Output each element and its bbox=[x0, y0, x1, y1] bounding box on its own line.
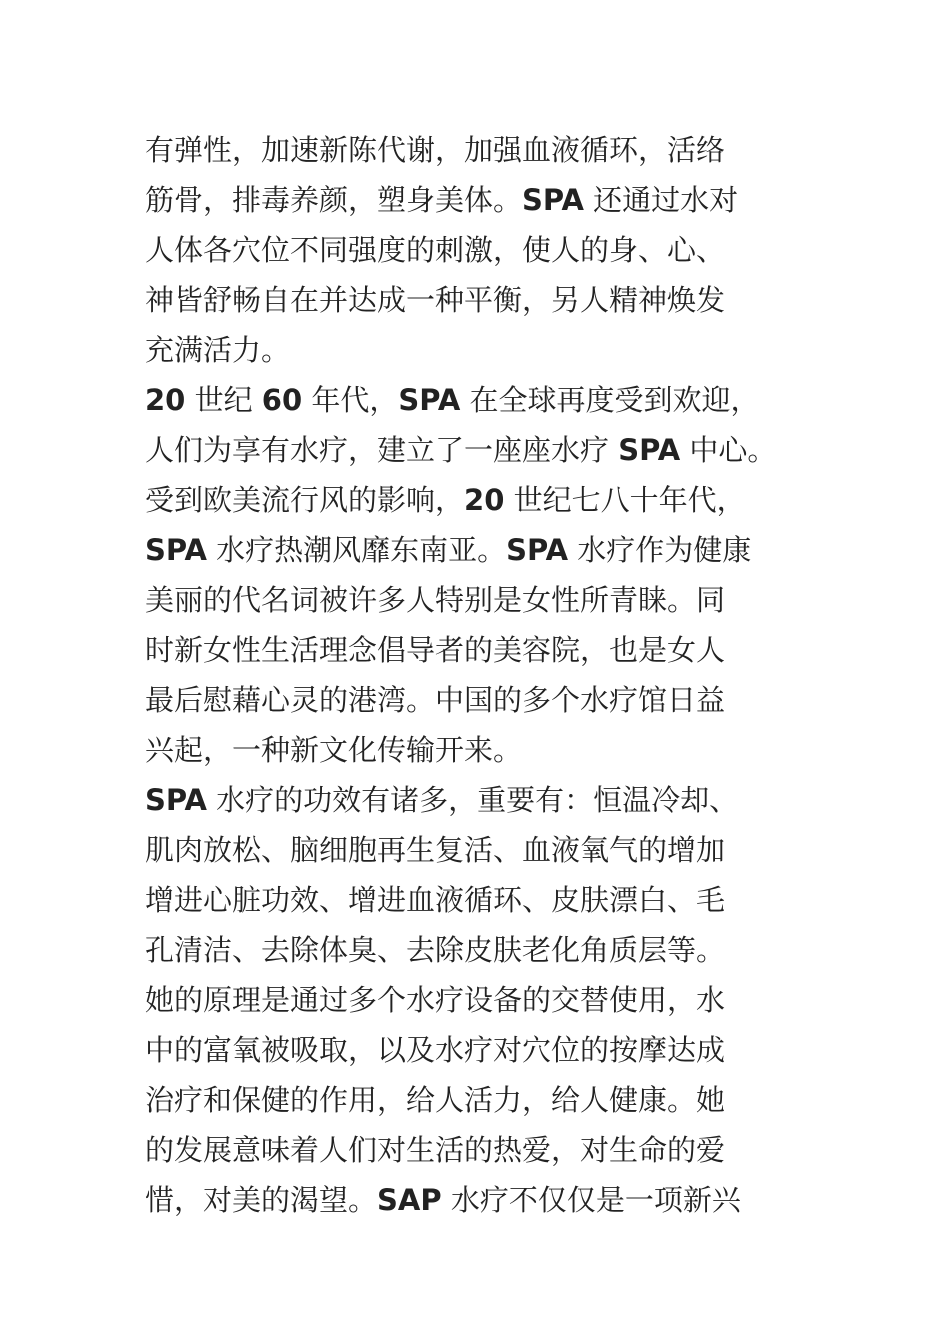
text-segment: 还通过水对 bbox=[583, 183, 739, 217]
text-segment: 治疗和保健的作用，给人活力，给人健康。她 bbox=[145, 1083, 726, 1117]
document-body-text bbox=[145, 125, 845, 1225]
text-segment: 水疗的功效有诸多，重要有：恒温冷却、 bbox=[206, 783, 739, 817]
text-line bbox=[145, 1025, 845, 1075]
text-line bbox=[145, 1125, 845, 1175]
bold-text-segment: SPA bbox=[145, 533, 207, 567]
text-line bbox=[145, 175, 845, 225]
text-segment: 最后慰藉心灵的港湾。中国的多个水疗馆日益 bbox=[145, 683, 726, 717]
text-line bbox=[145, 875, 845, 925]
bold-text-segment: 20 bbox=[145, 383, 186, 417]
text-segment: 兴起，一种新文化传输开来。 bbox=[145, 733, 523, 767]
text-segment: 惜，对美的渴望。 bbox=[145, 1183, 378, 1217]
text-segment: 人体各穴位不同强度的刺激，使人的身、心、 bbox=[145, 233, 726, 267]
text-segment: 增进心脏功效、增进血液循环、皮肤漂白、毛 bbox=[145, 883, 726, 917]
bold-text-segment: 20 bbox=[464, 483, 505, 517]
text-line bbox=[145, 775, 845, 825]
text-segment: 肌肉放松、脑细胞再生复活、血液氧气的增加 bbox=[145, 833, 726, 867]
bold-text-segment: SPA bbox=[522, 183, 584, 217]
text-line bbox=[145, 525, 845, 575]
bold-text-segment: 60 bbox=[261, 383, 303, 417]
text-segment: 孔清洁、去除体臭、去除皮肤老化角质层等。 bbox=[145, 933, 726, 967]
text-segment: 在全球再度受到欢迎， bbox=[460, 383, 760, 417]
text-line bbox=[145, 325, 845, 375]
text-segment: 中的富氧被吸取，以及水疗对穴位的按摩达成 bbox=[145, 1033, 726, 1067]
text-line bbox=[145, 725, 845, 775]
text-segment: 年代， bbox=[302, 383, 399, 417]
text-line bbox=[145, 825, 845, 875]
text-line bbox=[145, 1175, 845, 1225]
text-segment: 美丽的代名词被许多人特别是女性所青睐。同 bbox=[145, 583, 726, 617]
text-segment: 的发展意味着人们对生活的热爱，对生命的爱 bbox=[145, 1133, 726, 1167]
bold-text-segment: SAP bbox=[377, 1183, 442, 1217]
text-line bbox=[145, 225, 845, 275]
bold-text-segment: SPA bbox=[398, 383, 461, 417]
text-segment: 水疗不仅仅是一项新兴 bbox=[441, 1183, 741, 1217]
text-line bbox=[145, 625, 845, 675]
text-segment: 她的原理是通过多个水疗设备的交替使用，水 bbox=[145, 983, 726, 1017]
text-segment: 充满活力。 bbox=[145, 333, 291, 367]
text-line bbox=[145, 675, 845, 725]
text-segment: 水疗作为健康 bbox=[568, 533, 752, 567]
text-segment: 有弹性，加速新陈代谢，加强血液循环，活络 bbox=[145, 133, 726, 167]
bold-text-segment: SPA bbox=[506, 533, 569, 567]
text-segment: 世纪七八十年代， bbox=[504, 483, 746, 517]
text-segment: 人们为享有水疗，建立了一座座水疗 bbox=[145, 433, 619, 467]
text-line bbox=[145, 1075, 845, 1125]
text-line bbox=[145, 375, 845, 425]
text-line bbox=[145, 575, 845, 625]
text-line bbox=[145, 925, 845, 975]
text-segment: 神皆舒畅自在并达成一种平衡，另人精神焕发 bbox=[145, 283, 726, 317]
text-line bbox=[145, 475, 845, 525]
text-line bbox=[145, 125, 845, 175]
text-line bbox=[145, 975, 845, 1025]
text-segment: 时新女性生活理念倡导者的美容院，也是女人 bbox=[145, 633, 726, 667]
text-segment: 世纪 bbox=[185, 383, 262, 417]
text-line bbox=[145, 275, 845, 325]
text-line bbox=[145, 425, 845, 475]
text-segment: 水疗热潮风靡东南亚。 bbox=[206, 533, 507, 567]
text-segment: 受到欧美流行风的影响， bbox=[145, 483, 465, 517]
bold-text-segment: SPA bbox=[145, 783, 207, 817]
bold-text-segment: SPA bbox=[618, 433, 681, 467]
text-segment: 筋骨，排毒养颜，塑身美体。 bbox=[145, 183, 523, 217]
text-segment: 中心。 bbox=[680, 433, 777, 467]
